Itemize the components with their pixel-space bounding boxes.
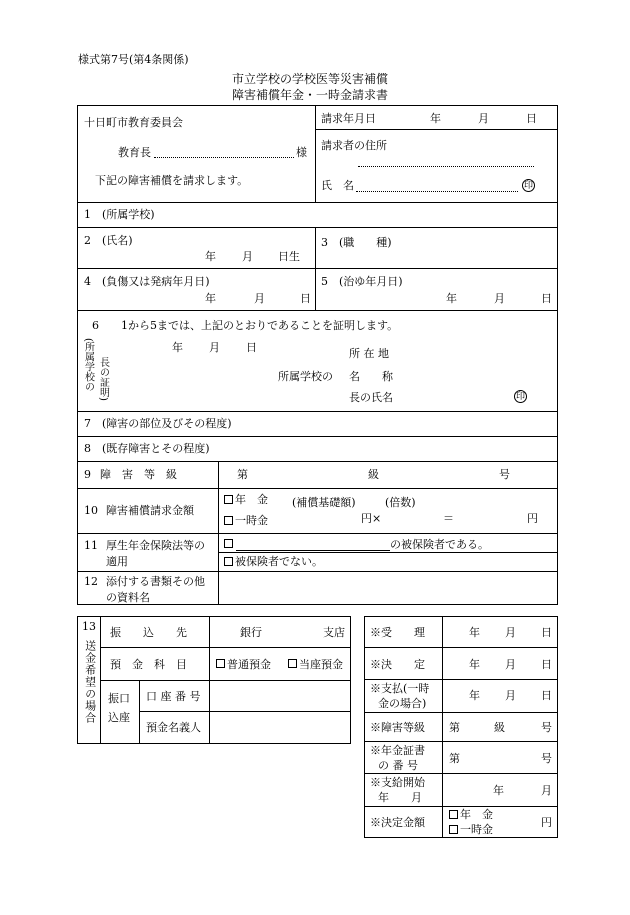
remit-side-label: 送金希望の場合: [83, 640, 97, 724]
insurance-name-field[interactable]: [236, 550, 390, 551]
remit-dest-label: 振 込 先: [110, 626, 187, 639]
address-label: 請求者の住所: [321, 139, 387, 152]
form-number: 様式第7号(第4条関係): [78, 53, 189, 66]
row10-label: 障害補償請求金額: [106, 504, 194, 517]
row6-side-a: (所属学校の: [82, 338, 94, 392]
remit-type-label: 預 金 科 目: [110, 658, 187, 671]
row8-label: 8 (既存障害とその程度): [84, 442, 210, 455]
ichiji-checkbox[interactable]: [224, 516, 233, 525]
name-label: 氏 名: [321, 179, 354, 192]
row12-label-1: 添付する書類その他: [106, 575, 205, 588]
request-date-label: 請求年月日: [321, 112, 376, 125]
nenkin-checkbox[interactable]: [224, 495, 233, 504]
header-divider: [315, 105, 316, 202]
row3-label: 3 (職 種): [321, 236, 392, 249]
row11-label-2: 適用: [106, 555, 128, 568]
row1-label: 1 (所属学校): [84, 208, 155, 221]
school-location-label: 所 在 地: [349, 347, 389, 360]
account-holder-label: 預金名義人: [146, 721, 201, 734]
row12-label-2: の資料名: [106, 591, 150, 604]
form-title-line1: 市立学校の学校医等災害補償: [232, 72, 389, 86]
row2-label: 2 (氏名): [84, 234, 133, 247]
row11-label-1: 厚生年金保険法等の: [106, 539, 205, 552]
addressee: 十日町市教育委員会: [84, 116, 183, 129]
office-nenkin-checkbox[interactable]: [449, 810, 458, 819]
seal-mark: 印: [523, 181, 533, 191]
address-field[interactable]: [358, 166, 534, 167]
toza-checkbox[interactable]: [288, 659, 297, 668]
office-ichiji-checkbox[interactable]: [449, 825, 458, 834]
form-title-line2: 障害補償年金・一時金請求書: [232, 88, 389, 102]
row6-side-b: 長の証明): [97, 357, 109, 401]
superintendent-label: 教育長: [118, 146, 151, 159]
account-number-label: 口 座 番 号: [146, 690, 201, 703]
not-insured-checkbox[interactable]: [224, 557, 233, 566]
school-name-label: 名 称: [349, 370, 393, 383]
futsu-checkbox[interactable]: [216, 659, 225, 668]
school-head-label: 長の氏名: [349, 391, 393, 404]
school-seal-mark: 印: [515, 392, 525, 402]
request-text: 下記の障害補償を請求します。: [95, 174, 249, 187]
row5-label: 5 (治ゆ年月日): [321, 275, 403, 288]
row4-label: 4 (負傷又は発病年月日): [84, 275, 210, 288]
school-of-label: 所属学校の: [278, 370, 333, 383]
insured-checkbox[interactable]: [224, 539, 233, 548]
row9-label: 障 害 等 級: [100, 468, 177, 481]
name-field[interactable]: [356, 191, 518, 192]
row7-label: 7 (障害の部位及びその程度): [84, 417, 232, 430]
honorific: 様: [296, 146, 307, 159]
row6-text: 6 1から5までは、上記のとおりであることを証明します。: [92, 319, 399, 332]
